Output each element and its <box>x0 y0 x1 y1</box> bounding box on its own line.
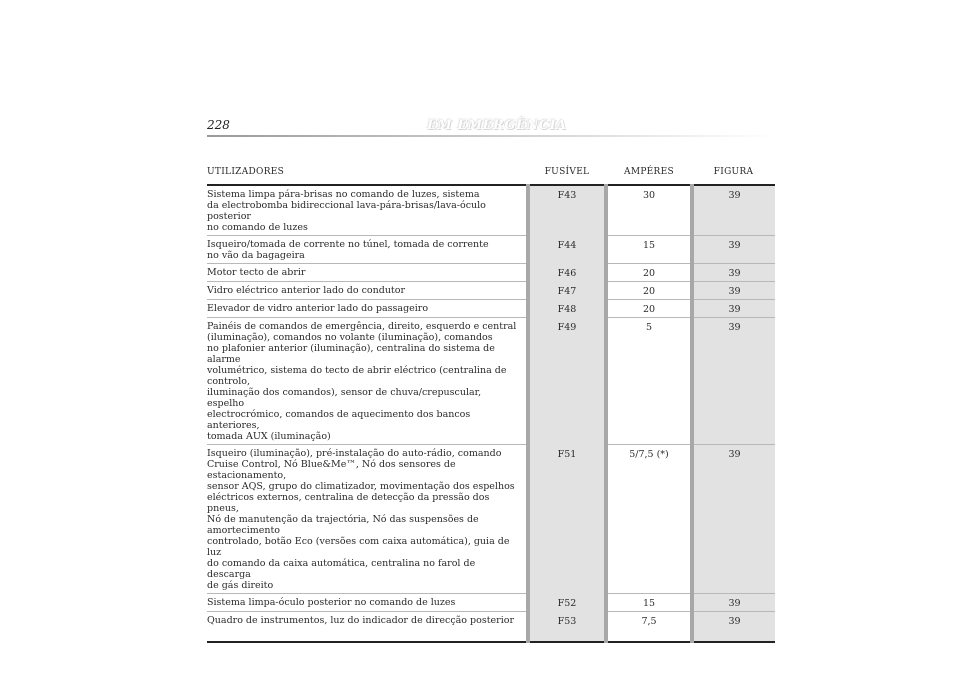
description-line: do comando da caixa automática, centralina no farol de descarga <box>207 558 476 580</box>
table-row <box>207 236 775 264</box>
description-line: Isqueiro (iluminação), pré-instalação do auto-rádio, comando <box>207 448 502 459</box>
table-row <box>207 264 775 282</box>
column-header-amperes: AMPÉRES <box>606 163 692 185</box>
amperes-cell: 20 <box>606 282 692 300</box>
column-header-users: UTILIZADORES <box>207 163 528 185</box>
fuse-cell: F49 <box>528 318 606 445</box>
fuse-cell: F44 <box>528 236 606 264</box>
amperes-cell: 7,5 <box>606 612 692 643</box>
table-row <box>207 594 775 612</box>
description-line: no vão da bagageira <box>207 250 305 261</box>
description-line: de gás direito <box>207 580 274 591</box>
user-description-cell <box>207 445 528 594</box>
user-description-cell <box>207 300 528 318</box>
fuse-cell: F52 <box>528 594 606 612</box>
table-row <box>207 300 775 318</box>
amperes-cell: 20 <box>606 264 692 282</box>
amperes-cell: 5/7,5 (*) <box>606 445 692 594</box>
description-line: Vidro eléctrico anterior lado do condutor <box>207 285 406 296</box>
user-description-cell <box>207 318 528 445</box>
figure-cell: 39 <box>692 445 775 594</box>
description-line: electrocrómico, comandos de aquecimento dos bancos anteriores, <box>207 409 471 431</box>
table-row <box>207 185 775 236</box>
fuse-cell: F51 <box>528 445 606 594</box>
page-number: 228 <box>207 118 230 132</box>
description-line: da electrobomba bidireccional lava-pára-brisas/lava-óculo posterior <box>207 200 486 222</box>
column-header-figure: FIGURA <box>692 163 775 185</box>
table-row <box>207 318 775 445</box>
description-line: tomada AUX (iluminação) <box>207 431 331 442</box>
figure-cell: 39 <box>692 264 775 282</box>
description-line: Elevador de vidro anterior lado do passageiro <box>207 303 429 314</box>
user-description-cell <box>207 185 528 236</box>
header-rule <box>207 135 775 137</box>
description-line: Motor tecto de abrir <box>207 267 306 278</box>
user-description-cell <box>207 282 528 300</box>
section-title: EM EMERGÊNCIA <box>427 118 567 133</box>
user-description-cell <box>207 612 528 643</box>
fuse-cell: F53 <box>528 612 606 643</box>
figure-cell: 39 <box>692 185 775 236</box>
page-header <box>207 118 775 140</box>
table-row <box>207 612 775 643</box>
fuse-cell: F47 <box>528 282 606 300</box>
table-row <box>207 445 775 594</box>
fuse-table <box>207 163 775 643</box>
description-line: no plafonier anterior (iluminação), centralina do sistema de alarme <box>207 343 495 365</box>
fuse-cell: F48 <box>528 300 606 318</box>
amperes-cell: 30 <box>606 185 692 236</box>
column-header-fuse: FUSÍVEL <box>528 163 606 185</box>
description-line: eléctricos externos, centralina de detecção da pressão dos pneus, <box>207 492 490 514</box>
figure-cell: 39 <box>692 318 775 445</box>
table-body <box>207 185 775 642</box>
description-line: iluminação dos comandos), sensor de chuva/crepuscular, espelho <box>207 387 482 409</box>
amperes-cell: 20 <box>606 300 692 318</box>
description-line: Cruise Control, Nó Blue&Me™, Nó dos sensores de estacionamento, <box>207 459 456 481</box>
description-line: (iluminação), comandos no volante (iluminação), comandos <box>207 332 493 343</box>
description-line: sensor AQS, grupo do climatizador, movimentação dos espelhos <box>207 481 515 492</box>
table-header-row <box>207 163 775 185</box>
figure-cell: 39 <box>692 612 775 643</box>
figure-cell: 39 <box>692 594 775 612</box>
amperes-cell: 15 <box>606 236 692 264</box>
user-description-cell <box>207 264 528 282</box>
table-row <box>207 282 775 300</box>
figure-cell: 39 <box>692 282 775 300</box>
description-line: controlado, botão Eco (versões com caixa automática), guia de luz <box>207 536 510 558</box>
description-line: Sistema limpa pára-brisas no comando de luzes, sistema <box>207 189 480 200</box>
description-line: Nó de manutenção da trajectória, Nó das suspensões de amortecimento <box>207 514 479 536</box>
description-line: Sistema limpa-óculo posterior no comando de luzes <box>207 597 456 608</box>
fuse-cell: F43 <box>528 185 606 236</box>
amperes-cell: 5 <box>606 318 692 445</box>
description-line: volumétrico, sistema do tecto de abrir eléctrico (centralina de controlo, <box>207 365 507 387</box>
description-line: no comando de luzes <box>207 222 308 233</box>
user-description-cell <box>207 236 528 264</box>
fuse-table-container <box>207 163 775 643</box>
figure-cell: 39 <box>692 300 775 318</box>
figure-cell: 39 <box>692 236 775 264</box>
description-line: Painéis de comandos de emergência, direito, esquerdo e central <box>207 321 517 332</box>
description-line: Quadro de instrumentos, luz do indicador de direcção posterior <box>207 615 514 626</box>
amperes-cell: 15 <box>606 594 692 612</box>
description-line: Isqueiro/tomada de corrente no túnel, tomada de corrente <box>207 239 489 250</box>
fuse-cell: F46 <box>528 264 606 282</box>
user-description-cell <box>207 594 528 612</box>
